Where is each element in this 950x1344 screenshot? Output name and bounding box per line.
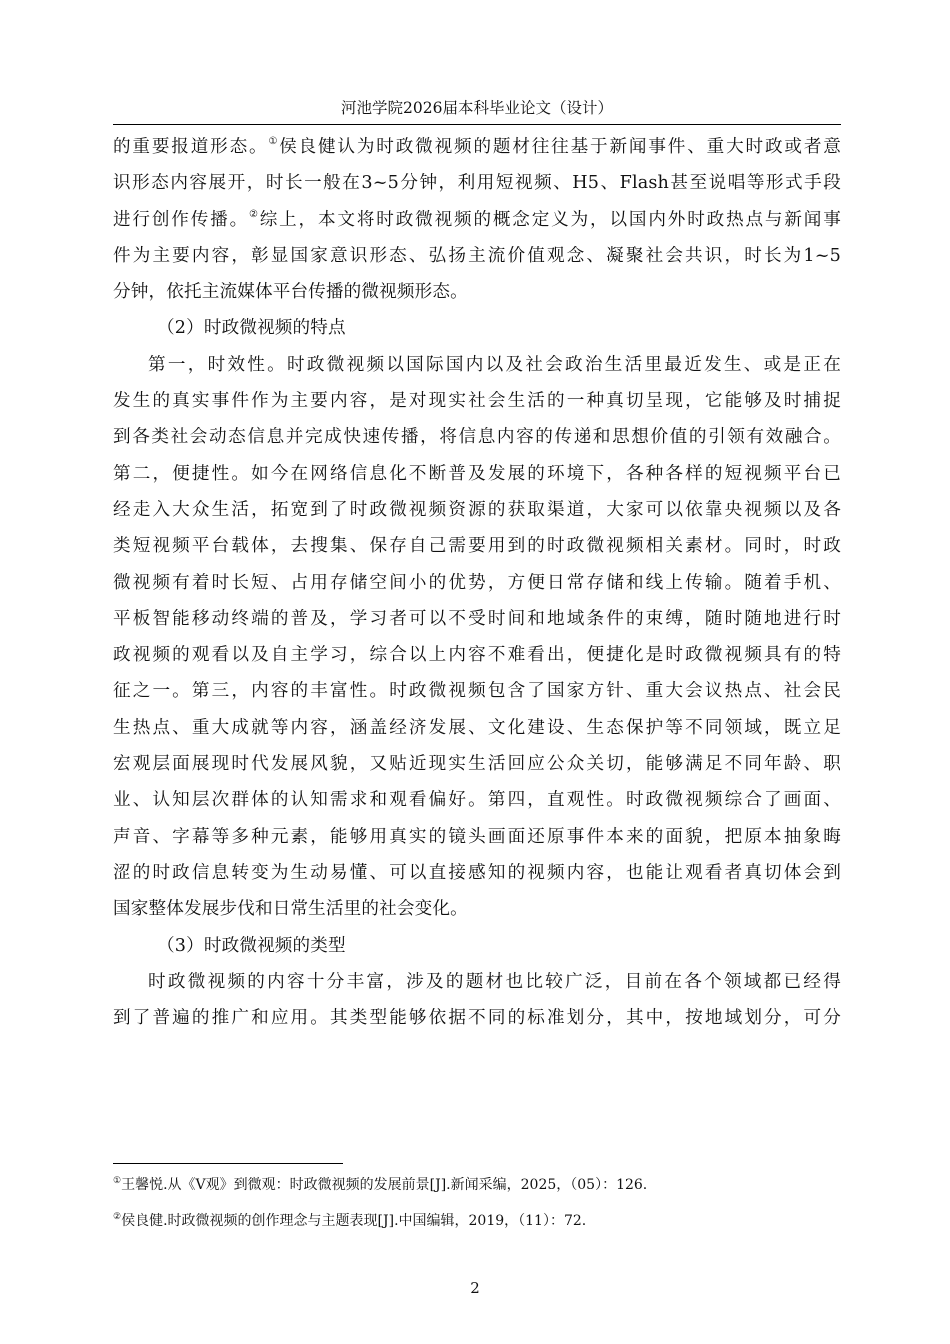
text-line: 涩的时政信息转变为生动易懂、可以直接感知的视频内容，也能让观看者真切体会到 — [113, 862, 841, 883]
text-line: 发生的真实事件作为主要内容，是对现实社会生活的一种真切呈现，它能够及时捕捉 — [113, 391, 841, 412]
text-line: 时政微视频的内容十分丰富，涉及的题材也比较广泛，目前在各个领域都已经得 — [148, 971, 841, 992]
text-line: 政视频的观看以及自主学习，综合以上内容不难看出，便捷化是时政微视频具有的特 — [113, 645, 841, 666]
text-line: 经走入大众生活，拓宽到了时政微视频资源的获取渠道，大家可以依靠央视频以及各 — [113, 499, 841, 520]
footnote-2: ②侯良健.时政微视频的创作理念与主题表现[J].中国编辑，2019，（11）：72. — [113, 1212, 587, 1229]
text-line: 的重要报道形态。①侯良健认为时政微视频的题材往往基于新闻事件、重大时政或者意 — [113, 136, 841, 157]
text-line: 第一，时效性。时政微视频以国际国内以及社会政治生活里最近发生、或是正在 — [148, 354, 841, 375]
text-line: 第二，便捷性。如今在网络信息化不断普及发展的环境下，各种各样的短视频平台已 — [113, 463, 841, 484]
footnote-separator — [113, 1163, 343, 1164]
header-rule — [113, 124, 841, 125]
text-line: 征之一。第三，内容的丰富性。时政微视频包含了国家方针、重大会议热点、社会民 — [113, 681, 841, 702]
text-line: 件为主要内容，彰显国家意识形态、弘扬主流价值观念、凝聚社会共识，时长为1~5 — [113, 245, 841, 266]
footnote-ref-2: ② — [249, 208, 260, 220]
text-line: 到了普遍的推广和应用。其类型能够依据不同的标准划分，其中，按地域划分，可分 — [113, 1008, 841, 1029]
text-line: 分钟，依托主流媒体平台传播的微视频形态。 — [113, 282, 468, 303]
text-line: 类短视频平台载体，去搜集、保存自己需要用到的时政微视频相关素材。同时，时政 — [113, 536, 841, 557]
text-line: 业、认知层次群体的认知需求和观看偏好。第四，直观性。时政微视频综合了画面、 — [113, 790, 841, 811]
body-text — [113, 129, 841, 1036]
text-line: 平板智能移动终端的普及，学习者可以不受时间和地域条件的束缚，随时随地进行时 — [113, 608, 841, 629]
footnote-1: ①王馨悦.从《V观》到微观：时政微视频的发展前景[J].新闻采编，2025，（05）：126. — [113, 1176, 648, 1193]
text-line: 微视频有着时长短、占用存储空间小的优势，方便日常存储和线上传输。随着手机、 — [113, 572, 841, 593]
text-line: 国家整体发展步伐和日常生活里的社会变化。 — [113, 899, 468, 920]
footnote-ref-1: ① — [268, 136, 280, 147]
subsection-heading: （2）时政微视频的特点 — [157, 318, 346, 339]
text-line: 到各类社会动态信息并完成快速传播，将信息内容的传递和思想价值的引领有效融合。 — [113, 427, 841, 448]
text-line: 声音、字幕等多种元素，能够用真实的镜头画面还原事件本来的面貌，把原本抽象晦 — [113, 826, 841, 847]
subsection-heading: （3）时政微视频的类型 — [157, 935, 346, 956]
text-line: 宏观层面展现时代发展风貌，又贴近现实生活回应公众关切，能够满足不同年龄、职 — [113, 754, 841, 775]
text-line: 识形态内容展开，时长一般在3~5分钟，利用短视频、H5、Flash甚至说唱等形式手段 — [113, 173, 841, 194]
page-number: 2 — [470, 1279, 480, 1297]
text-line: 生热点、重大成就等内容，涵盖经济发展、文化建设、生态保护等不同领域，既立足 — [113, 717, 841, 738]
text-line: 进行创作传播。②综上，本文将时政微视频的概念定义为，以国内外时政热点与新闻事 — [113, 208, 841, 230]
page-header: 河池学院2026届本科毕业论文（设计） — [341, 99, 613, 117]
